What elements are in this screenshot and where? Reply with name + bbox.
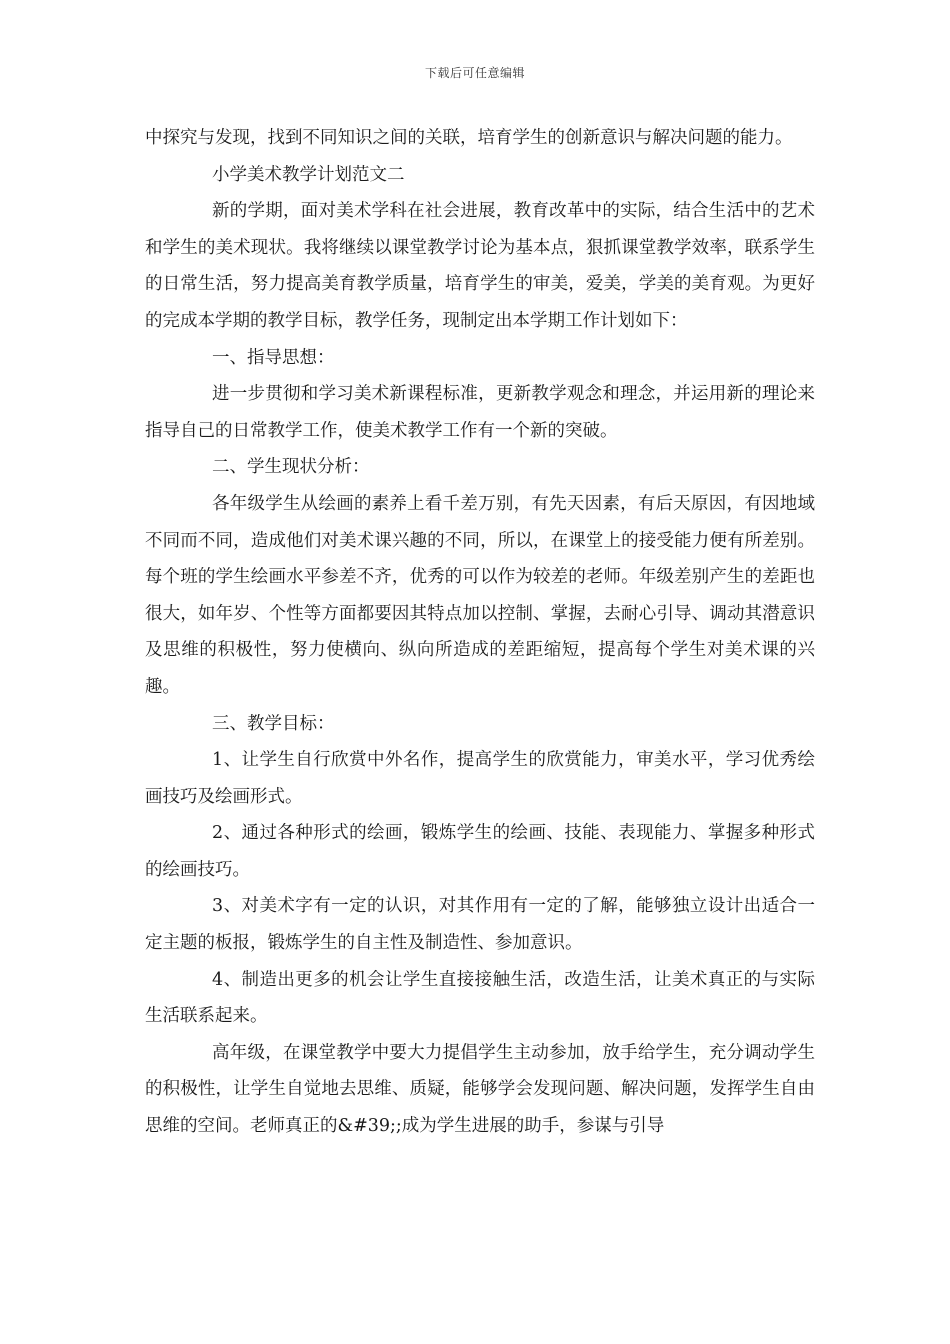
list-item-goal-3: 3、对美术字有一定的认识，对其作用有一定的了解，能够独立设计出适合一定主题的板报，锻炼学生的自主性及制造性、参加意识。 — [145, 896, 815, 954]
paragraph-senior-grade: 高年级，在课堂教学中要大力提倡学生主动参加，放手给学生，充分调动学生的积极性，让学生自觉地去思维、质疑，能够学会发现问题、解决问题，发挥学生自由思维的空间。老师真正的&#39;;成为学生进展的助手，参谋与引导 — [145, 1042, 815, 1137]
page-header: 下载后可任意编辑 — [424, 66, 525, 80]
heading-student-analysis: 二、学生现状分析： — [212, 457, 370, 478]
paragraph-intro: 新的学期，面对美术学科在社会进展，教育改革中的实际，结合生活中的艺术和学生的美术现状。我将继续以课堂教学讨论为基本点，狠抓课堂教学效率，联系学生的日常生活，努力提高美育教学质量，培育学生的审美，爱美，学美的美育观。为更好的完成本学期的教学目标，教学任务，现制定出本学期工作计划如下： — [145, 201, 815, 331]
paragraph-student-analysis: 各年级学生从绘画的素养上看千差万别，有先天因素，有后天原因，有因地域不同而不同，造成他们对美术课兴趣的不同，所以，在课堂上的接受能力便有所差别。每个班的学生绘画水平参差不齐，优秀的可以作为较差的老师。年级差别产生的差距也很大，如年岁、个性等方面都要因其特点加以控制、掌握，去耐心引导、调动其潜意识及思维的积极性，努力使横向、纵向所造成的差距缩短，提高每个学生对美术课的兴趣。 — [145, 493, 815, 697]
document-body — [145, 120, 815, 1145]
list-item-goal-4: 4、制造出更多的机会让学生直接接触生活，改造生活，让美术真正的与实际生活联系起来。 — [145, 969, 815, 1027]
heading-guiding-thought: 一、指导思想： — [212, 347, 335, 368]
section-title: 小学美术教学计划范文二 — [212, 164, 405, 185]
list-item-goal-2: 2、通过各种形式的绘画，锻炼学生的绘画、技能、表现能力、掌握多种形式的绘画技巧。 — [145, 823, 815, 880]
paragraph-continuation: 中探究与发现，找到不同知识之间的关联，培育学生的创新意识与解决问题的能力。 — [145, 128, 793, 148]
paragraph-guiding-thought: 进一步贯彻和学习美术新课程标准，更新教学观念和理念，并运用新的理论来指导自己的日常教学工作，使美术教学工作有一个新的突破。 — [145, 384, 815, 441]
list-item-goal-1: 1、让学生自行欣赏中外名作，提高学生的欣赏能力，审美水平，学习优秀绘画技巧及绘画形式。 — [145, 750, 815, 807]
heading-teaching-goals: 三、教学目标： — [212, 713, 335, 734]
